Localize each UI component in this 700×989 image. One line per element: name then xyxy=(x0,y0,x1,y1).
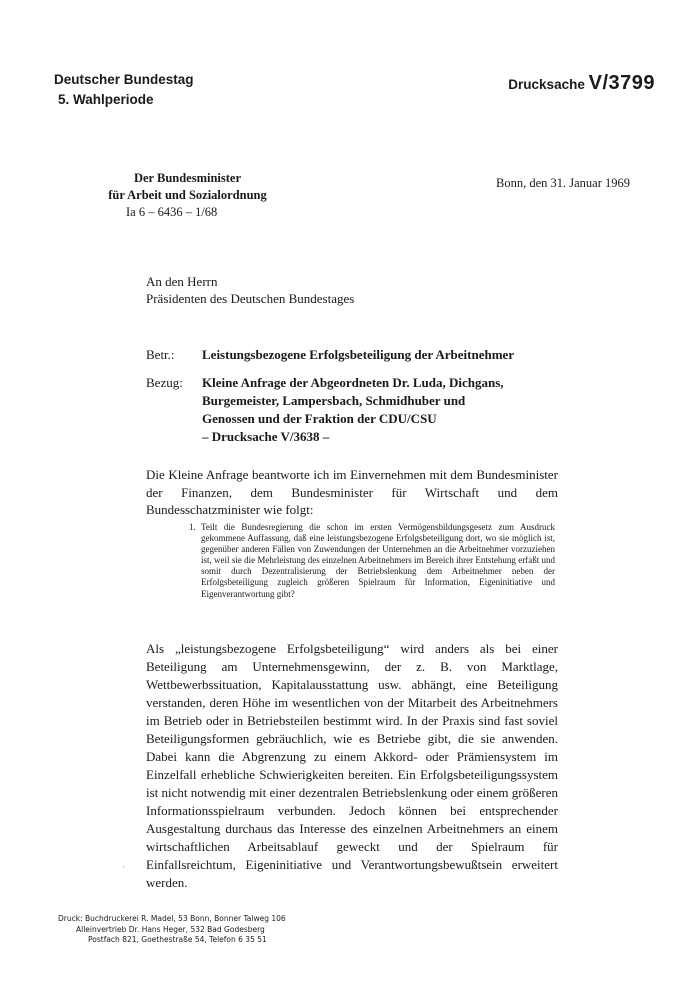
sender-reference: Ia 6 – 6436 – 1/68 xyxy=(126,205,218,219)
letter-date: Bonn, den 31. Januar 1969 xyxy=(496,176,631,190)
subject-text: Leistungsbezogene Erfolgsbeteiligung der Arbeitnehmer xyxy=(202,347,515,362)
subject-line xyxy=(146,347,556,363)
footer-line-1: Druck: Buchdruckerei R. Madel, 53 Bonn, Bonner Talweg 106 xyxy=(58,914,286,923)
parliament-header xyxy=(54,70,194,110)
sender-block xyxy=(100,170,275,221)
footer-line-3: Postfach 821, Goethestraße 54, Telefon 6 35 51 xyxy=(88,935,267,944)
addressee-block xyxy=(146,273,354,307)
doc-number: V/3799 xyxy=(588,72,655,94)
reference-block xyxy=(146,374,566,446)
intro-paragraph: Die Kleine Anfrage beantworte ich im Einvernehmen mit dem Bundesminister der Finanzen, dem Bundesminister für Wirtschaft und dem Bundesschatzminister wie folgt: xyxy=(146,467,558,517)
doc-label: Drucksache xyxy=(508,77,585,92)
question-text: Teilt die Bundesregierung die schon im ersten Vermögensbildungsgesetz zum Ausdruck gekommene Auffassung, daß eine leistungsbezogene Erfolgsbeteiligung dort, wo sie möglich ist, gegenüber anderen Fällen von Zuwendungen der Unternehmen an die Arbeitnehmer vorzuziehen ist, weil sie die Mehrleistung des einzelnen Arbeitnehmers im Bereich ihrer Entstehung erfaßt und somit durch Dezentralisierung der Betriebslenkung dem Arbeitnehmer neben der Erfolgsbeteiligung zugleich größeren Spielraum für Information, Eigeninitiative und Eigenverantwortung gibt? xyxy=(201,522,555,599)
reference-line: Burgemeister, Lampersbach, Schmidhuber und xyxy=(202,393,466,408)
legislative-period: 5. Wahlperiode xyxy=(58,92,154,107)
subject-label: Betr.: xyxy=(146,347,175,362)
question-block xyxy=(189,522,555,600)
printer-footer xyxy=(58,914,286,946)
question-number: 1. xyxy=(189,522,196,532)
footer-line-2: Alleinvertrieb Dr. Hans Heger, 532 Bad Godesberg xyxy=(76,924,265,934)
addressee-line-2: Präsidenten des Deutschen Bundestages xyxy=(146,291,355,306)
answer-paragraph: Als „leistungsbezogene Erfolgsbeteiligung“ wird anders als bei einer Beteiligung am Unternehmensgewinn, der z. B. von Marktlage, Wettbewerbssituation, Kapitalausstattung usw. abhängt, eine Beteiligung verstanden, deren Höhe im wesentlichen von der Mitarbeit des Arbeitnehmers im Betrieb oder in Betriebsteilen bestimmt wird. In der Praxis sind fast soviel Beteiligungsformen gebräuchlich, wie es Betriebe gibt, die sie anwenden. Dabei kann die Abgrenzung zu einem Akkord- oder Prämiensystem im Einzelfall erhebliche Schwierigkeiten bereiten. Ein Erfolgsbeteiligungssystem ist nicht notwendig mit einer dezentralen Betriebslenkung oder einem größeren Informationsspielraum verbunden. Jedoch können bei entsprechender Ausgestaltung durchaus das Interesse des einzelnen Arbeitnehmers an einem wirtschaftlichen Arbeitsablauf geweckt und der Spielraum für Einfallsreichtum, Eigeninitiative und Verantwortungsbewußtsein erweitert werden. xyxy=(146,641,558,890)
document-number xyxy=(508,72,655,95)
reference-label: Bezug: xyxy=(146,375,183,390)
reference-line: – Drucksache V/3638 – xyxy=(202,429,330,444)
parliament-name: Deutscher Bundestag xyxy=(54,72,194,87)
margin-mark: · xyxy=(122,862,125,872)
reference-line: Kleine Anfrage der Abgeordneten Dr. Luda, Dichgans, xyxy=(202,375,504,390)
reference-line: Genossen und der Fraktion der CDU/CSU xyxy=(202,411,437,426)
sender-line-1: Der Bundesminister xyxy=(133,171,242,185)
sender-line-2: für Arbeit und Sozialordnung xyxy=(108,188,267,202)
addressee-line-1: An den Herrn xyxy=(146,274,218,289)
